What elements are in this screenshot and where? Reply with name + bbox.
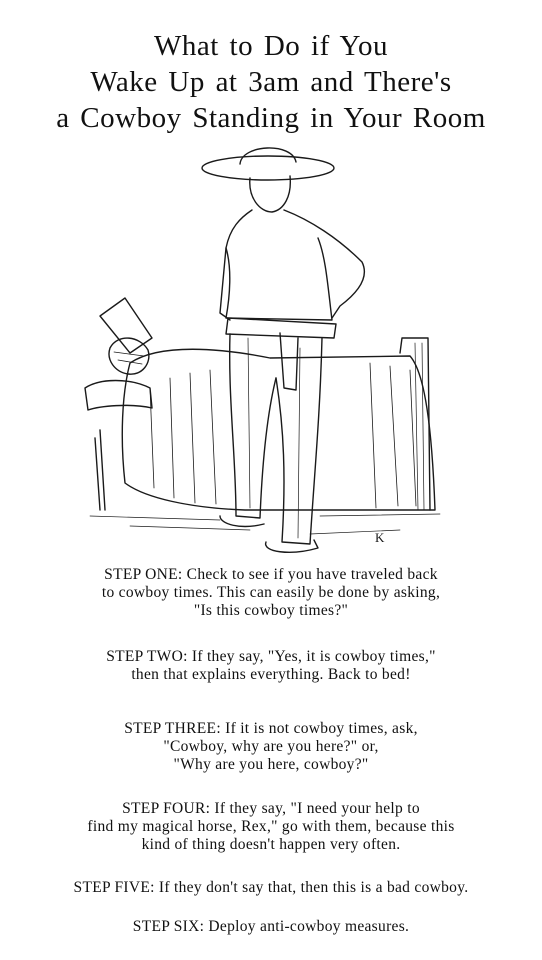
step-line: STEP FIVE: If they don't say that, then this is a bad cowboy.: [73, 879, 469, 896]
step-line: "Cowboy, why are you here?" or,: [163, 738, 379, 755]
step-line: find my magical horse, Rex," go with them, because this: [87, 818, 455, 835]
step-five: [30, 879, 512, 897]
step-line: "Why are you here, cowboy?": [173, 756, 369, 773]
step-line: then that explains everything. Back to bed!: [131, 666, 411, 683]
step-line: "Is this cowboy times?": [193, 602, 349, 619]
cowboy-illustration: [70, 138, 460, 558]
step-line: STEP SIX: Deploy anti-cowboy measures.: [132, 918, 410, 935]
step-line: STEP THREE: If it is not cowboy times, ask,: [124, 720, 418, 737]
step-line: STEP ONE: Check to see if you have traveled back: [104, 566, 438, 583]
step-four: [30, 800, 512, 854]
step-six: [30, 918, 512, 936]
cowboy: [202, 148, 364, 552]
title-line-1: What to Do if You: [154, 30, 388, 62]
step-one: [30, 566, 512, 620]
step-line: STEP TWO: If they say, "Yes, it is cowboy times,": [106, 648, 436, 665]
title-line-3: a Cowboy Standing in Your Room: [56, 102, 486, 134]
sleeping-person: [85, 298, 152, 410]
page-title: [0, 28, 542, 136]
step-line: STEP FOUR: If they say, "I need your help to: [122, 800, 420, 817]
floor: [90, 514, 440, 534]
step-two: [30, 648, 512, 684]
bed: [95, 338, 435, 510]
step-line: to cowboy times. This can easily be done by asking,: [101, 584, 441, 601]
artist-signature: K: [375, 530, 385, 545]
step-line: kind of thing doesn't happen very often.: [141, 836, 401, 853]
title-line-2: Wake Up at 3am and There's: [90, 66, 452, 98]
step-three: [30, 720, 512, 774]
